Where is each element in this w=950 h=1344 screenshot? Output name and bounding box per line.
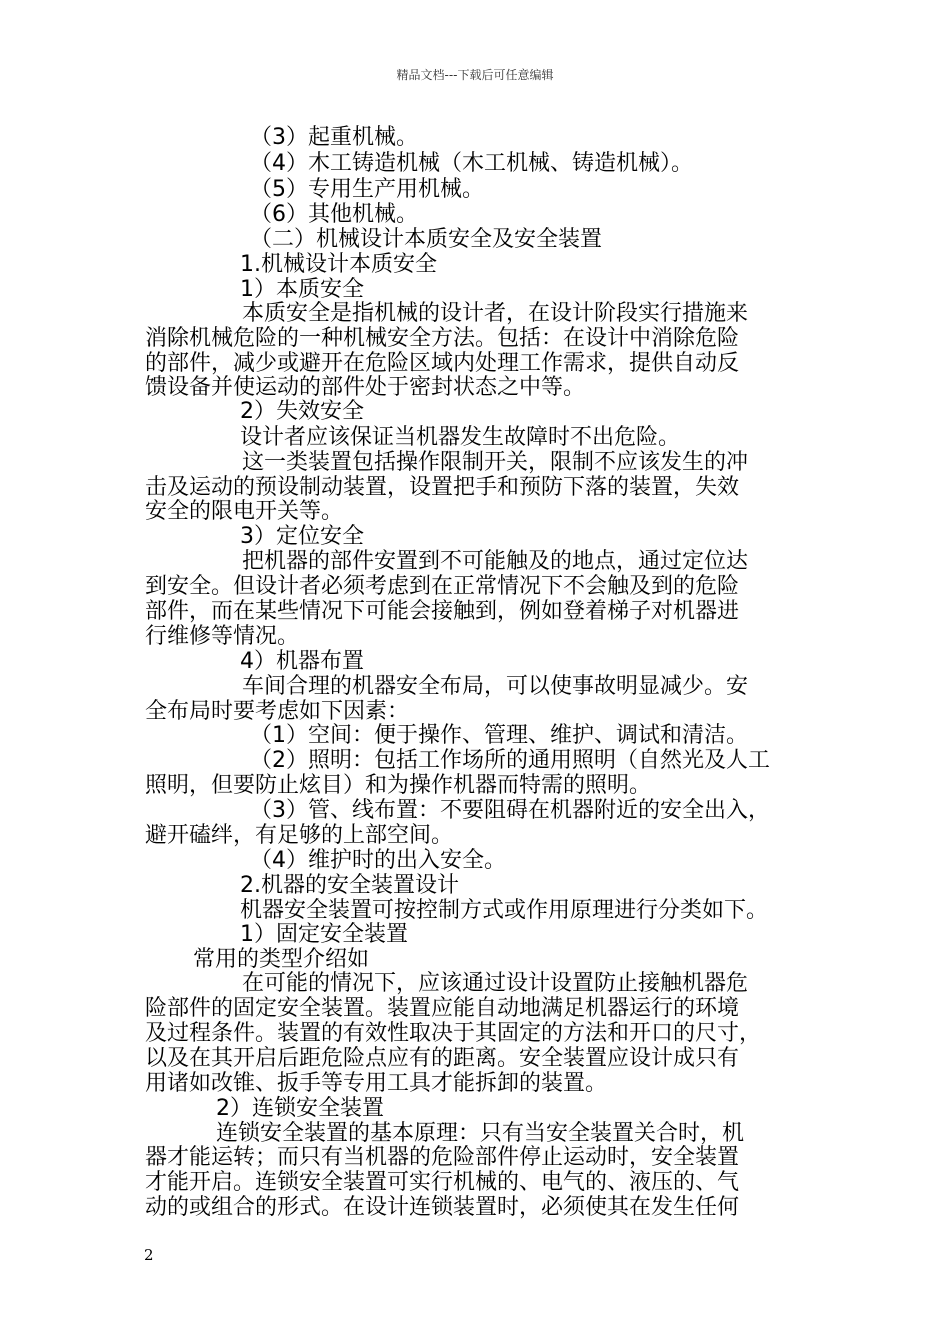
text-line: 把机器的部件安置到不可能触及的地点，通过定位达: [242, 549, 749, 574]
text-line: 馈设备并使运动的部件处于密封状态之中等。: [145, 375, 586, 400]
text-line: （3）起重机械。: [250, 125, 418, 150]
subsection-heading: 4）机器布置: [240, 649, 364, 674]
page-header: 精品文档---下载后可任意编辑: [396, 68, 554, 82]
text-line: （3）管、线布置：不要阻碍在机器附近的安全出入，: [250, 798, 770, 823]
text-line: 本质安全是指机械的设计者，在设计阶段实行措施来: [242, 301, 749, 326]
text-line: 设计者应该保证当机器发生故障时不出危险。: [240, 425, 681, 450]
subsection-heading: 1）本质安全: [240, 277, 364, 302]
text-line: 及过程条件。装置的有效性取决于其固定的方法和开口的尺寸，: [145, 1021, 762, 1046]
subsection-heading: 1.机械设计本质安全: [240, 252, 437, 277]
text-line: 动的或组合的形式。在设计连锁装置时，必须使其在发生任何: [145, 1195, 740, 1220]
text-line: 险部件的固定安全装置。装置应能自动地满足机器运行的环境: [145, 996, 740, 1021]
text-line: （6）其他机械。: [250, 202, 418, 227]
subsection-heading: 1）固定安全装置: [240, 922, 408, 947]
text-line: 全布局时要考虑如下因素：: [145, 699, 410, 724]
text-line: 车间合理的机器安全布局，可以使事故明显减少。安: [242, 674, 749, 699]
text-line: 常用的类型介绍如: [193, 947, 370, 972]
text-line: 器才能运转；而只有当机器的危险部件停止运动时，安全装置: [145, 1145, 740, 1170]
subsection-heading: 3）定位安全: [240, 524, 364, 549]
text-line: （1）空间：便于操作、管理、维护、调试和清洁。: [250, 723, 748, 748]
text-line: 避开磕绊，有足够的上部空间。: [145, 823, 454, 848]
text-line: 用诸如改锥、扳手等专用工具才能拆卸的装置。: [145, 1071, 608, 1096]
section-heading: （二）机械设计本质安全及安全装置: [250, 227, 603, 252]
text-line: 这一类装置包括操作限制开关，限制不应该发生的冲: [242, 450, 749, 475]
text-line: 到安全。但设计者必须考虑到在正常情况下不会触及到的危险: [145, 574, 740, 599]
text-line: （5）专用生产用机械。: [250, 177, 484, 202]
subsection-heading: 2）失效安全: [240, 399, 364, 424]
text-line: （4）维护时的出入安全。: [250, 848, 506, 873]
subsection-heading: 2）连锁安全装置: [216, 1096, 384, 1121]
text-line: 的部件，减少或避开在危险区域内处理工作需求，提供自动反: [145, 351, 740, 376]
text-line: 机器安全装置可按控制方式或作用原理进行分类如下。: [240, 898, 769, 923]
text-line: 安全的限电开关等。: [145, 499, 344, 524]
text-line: 部件，而在某些情况下可能会接触到，例如登着梯子对机器进: [145, 599, 740, 624]
text-line: 消除机械危险的一种机械安全方法。包括：在设计中消除危险: [145, 326, 740, 351]
text-line: （2）照明：包括工作场所的通用照明（自然光及人工: [250, 748, 770, 773]
text-line: （4）木工铸造机械（木工机械、铸造机械）。: [250, 151, 693, 176]
text-line: 以及在其开启后距危险点应有的距离。安全装置应设计成只有: [145, 1046, 740, 1071]
text-line: 照明，但要防止炫目）和为操作机器而特需的照明。: [145, 773, 652, 798]
text-line: 才能开启。连锁安全装置可实行机械的、电气的、液压的、气: [145, 1170, 740, 1195]
text-line: 击及运动的预设制动装置，设置把手和预防下落的装置，失效: [145, 475, 740, 500]
page-number: 2: [144, 1246, 154, 1264]
subsection-heading: 2.机器的安全装置设计: [240, 873, 459, 898]
text-line: 连锁安全装置的基本原理：只有当安全装置关合时，机: [216, 1121, 745, 1146]
text-line: 在可能的情况下，应该通过设计设置防止接触机器危: [242, 971, 749, 996]
text-line: 行维修等情况。: [145, 624, 300, 649]
